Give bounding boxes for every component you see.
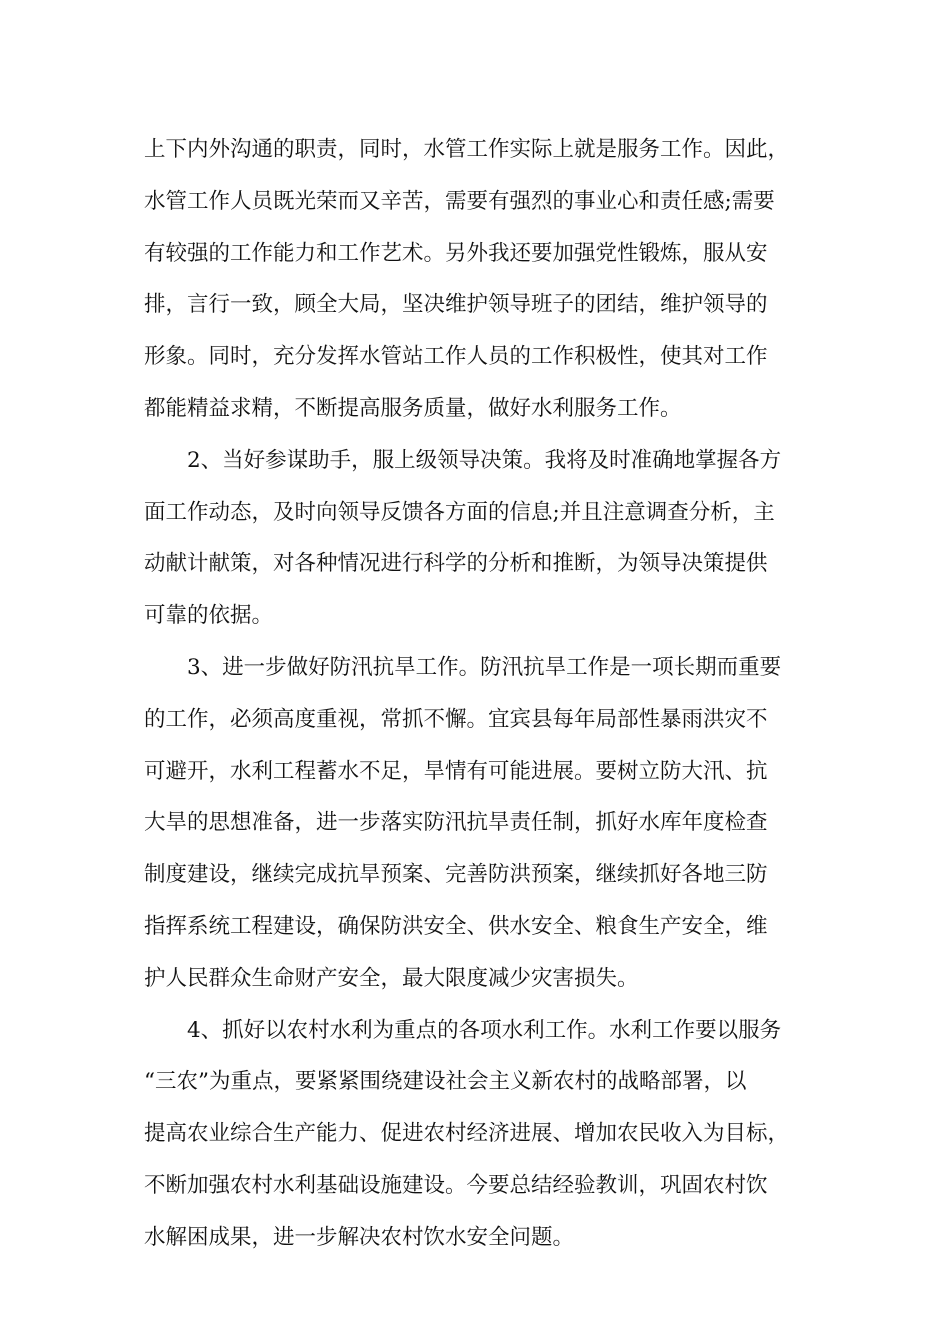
text-line: 提高农业综合生产能力、促进农村经济进展、增加农民收入为目标， — [144, 1121, 790, 1147]
text-line: “三农”为重点，要紧紧围绕建设社会主义新农村的战略部署，以 — [144, 1069, 747, 1095]
text-line: 不断加强农村水利基础设施建设。今要总结经验教训，巩固农村饮 — [144, 1172, 768, 1198]
text-line: 的工作，必须高度重视，常抓不懈。宜宾县每年局部性暴雨洪灾不 — [144, 706, 768, 732]
paragraph-2-first-line: 2、当好参谋助手，服上级领导决策。我将及时准确地掌握各方 — [187, 447, 782, 473]
document-body — [144, 124, 814, 1264]
text-line: 可避开，水利工程蓄水不足，旱情有可能进展。要树立防大汛、抗 — [144, 758, 768, 784]
text-line: 动献计献策，对各种情况进行科学的分析和推断，为领导决策提供 — [144, 551, 768, 577]
paragraph-4-first-line: 4、抓好以农村水利为重点的各项水利工作。水利工作要以服务 — [187, 1017, 782, 1043]
text-line: 大旱的思想准备，进一步落实防汛抗旱责任制，抓好水库年度检查 — [144, 810, 768, 836]
text-line: 形象。同时，充分发挥水管站工作人员的工作积极性，使其对工作 — [144, 344, 768, 370]
text-line: 制度建设，继续完成抗旱预案、完善防洪预案，继续抓好各地三防 — [144, 862, 768, 888]
text-line: 上下内外沟通的职责，同时，水管工作实际上就是服务工作。因此， — [144, 137, 790, 162]
paragraph-3-first-line: 3、进一步做好防汛抗旱工作。防汛抗旱工作是一项长期而重要 — [187, 654, 782, 680]
text-line: 指挥系统工程建设，确保防洪安全、供水安全、粮食生产安全，维 — [144, 913, 768, 939]
text-line: 都能精益求精，不断提高服务质量，做好水利服务工作。 — [144, 395, 682, 421]
text-line: 可靠的依据。 — [144, 603, 274, 629]
text-line: 护人民群众生命财产安全，最大限度减少灾害损失。 — [144, 965, 639, 991]
text-line: 水解困成果，进一步解决农村饮水安全问题。 — [144, 1224, 575, 1250]
text-line: 有较强的工作能力和工作艺术。另外我还要加强党性锻炼，服从安 — [144, 240, 768, 266]
text-line: 水管工作人员既光荣而又辛苦，需要有强烈的事业心和责任感;需要 — [144, 188, 775, 214]
text-line: 排，言行一致，顾全大局，坚决维护领导班子的团结，维护领导的 — [144, 292, 768, 318]
text-line: 面工作动态，及时向领导反馈各方面的信息;并且注意调查分析，主 — [144, 499, 775, 525]
